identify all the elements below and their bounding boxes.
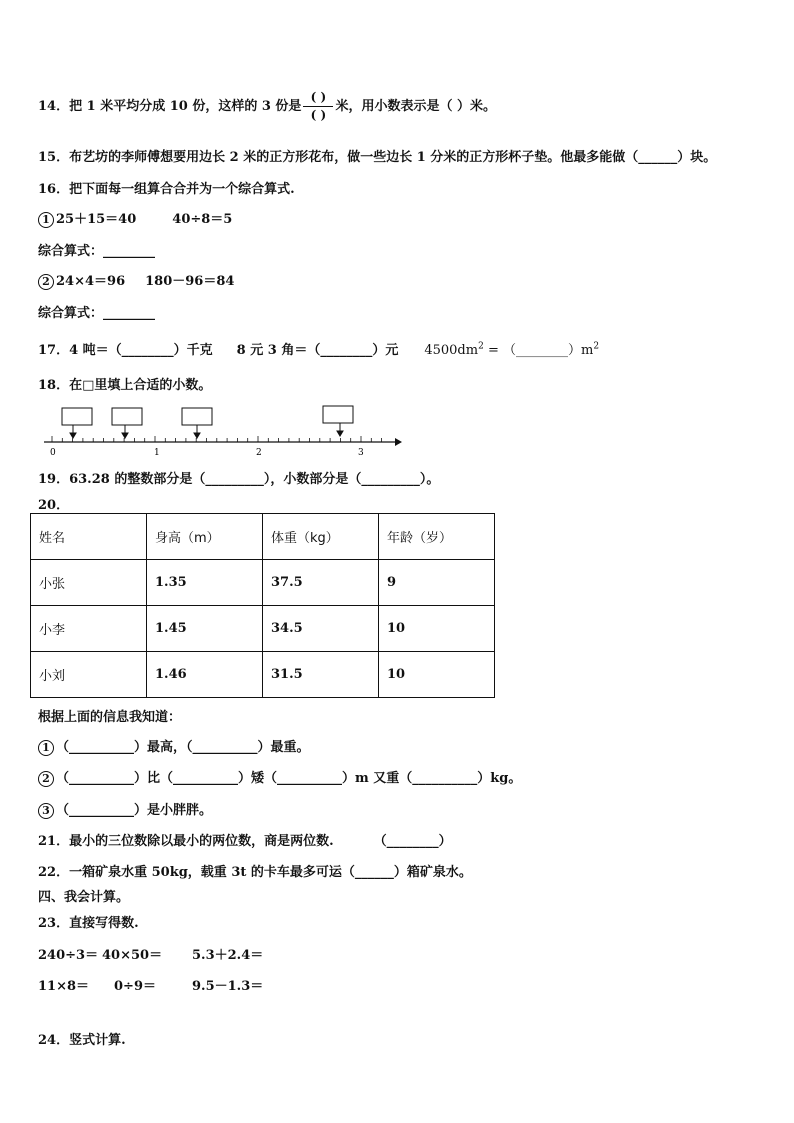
q20-title: 20． [38, 498, 70, 513]
q18-title: 18．在□里填上合适的小数。 [38, 378, 212, 393]
fraction-bar [303, 106, 333, 107]
q16-label1: 综合算式：________ [38, 244, 156, 259]
q16-g2-eq1: 24×4＝96 [56, 274, 126, 289]
q20-s1: 1 （__________）最高，（__________）最重。 [38, 736, 310, 756]
q20-intro: 根据上面的信息我知道： [38, 710, 182, 725]
q17-part-b: 8 元 3 角＝（________）元 [236, 343, 399, 358]
table-cell: 1.45 [147, 606, 263, 652]
tick-label-0: 0 [50, 448, 56, 457]
tick-label-3: 3 [358, 448, 364, 457]
circled-number-icon: 1 [38, 212, 54, 228]
table-cell: 小张 [31, 560, 147, 606]
q17-part-a: 17．4 吨＝（________）千克 [38, 343, 213, 358]
q17 [38, 339, 599, 358]
answer-box[interactable] [112, 408, 142, 425]
q16-g2-eq2: 180－96＝84 [145, 274, 235, 289]
q21: 21．最小的三位数除以最小的两位数，商是两位数. （________） [38, 834, 452, 849]
header-cell: 年龄（岁） [379, 514, 495, 560]
q16-group1 [38, 208, 232, 228]
header-cell: 体重（kg） [263, 514, 379, 560]
axis-arrow-icon [395, 438, 402, 446]
q14 [38, 90, 496, 123]
q20-s2: 2 （__________）比（__________）矮（__________）m 又重（__________）kg。 [38, 767, 521, 787]
fraction-denominator: ( ) [310, 108, 327, 122]
fraction-numerator: ( ) [310, 90, 327, 104]
circled-number-icon: 3 [38, 803, 54, 819]
table-cell: 1.35 [147, 560, 263, 606]
table-cell: 34.5 [263, 606, 379, 652]
section-4-title: 四、我会计算。 [38, 890, 130, 905]
table-cell: 31.5 [263, 652, 379, 698]
q14-fraction [303, 90, 333, 123]
tick-label-2: 2 [256, 448, 262, 457]
answer-box[interactable] [62, 408, 92, 425]
q19: 19．63.28 的整数部分是（_________），小数部分是（_________）。 [38, 472, 440, 487]
table-cell: 10 [379, 652, 495, 698]
q16-g1-eq2: 40÷8＝5 [172, 212, 233, 227]
table-cell: 10 [379, 606, 495, 652]
table-cell: 小李 [31, 606, 147, 652]
q16-label2: 综合算式：________ [38, 306, 156, 321]
q23-row2: 11×8＝ 0÷9＝ 9.5－1.3＝ [38, 979, 264, 994]
header-cell: 姓名 [31, 514, 147, 560]
tick-label-1: 1 [154, 448, 160, 457]
circled-number-icon: 2 [38, 771, 54, 787]
table-cell: 小刘 [31, 652, 147, 698]
table-header-row [31, 514, 495, 560]
q14-prefix: 14．把 1 米平均分成 10 份，这样的 3 份是 [38, 99, 302, 114]
table-cell: 1.46 [147, 652, 263, 698]
table-row [31, 560, 495, 606]
q16-g1-eq1: 25＋15＝40 [56, 212, 137, 227]
table-cell: 9 [379, 560, 495, 606]
q22: 22．一箱矿泉水重 50kg，载重 3t 的卡车最多可运（______）箱矿泉水。 [38, 865, 472, 880]
q15: 15．布艺坊的李师傅想要用边长 2 米的正方形花布，做一些边长 1 分米的正方形杯子垫。他最多能做（______）块。 [38, 150, 717, 165]
circled-number-icon: 2 [38, 274, 54, 290]
q24-title: 24．竖式计算. [38, 1033, 126, 1048]
q17-part-c: $4500dm^2$ = $(\_\_\_\_\_\_\_\_)m^2$ [424, 341, 600, 358]
number-line [40, 402, 410, 457]
q23-row1: 240÷3＝ 40×50＝ 5.3＋2.4＝ [38, 948, 264, 963]
answer-box[interactable] [182, 408, 212, 425]
q14-suffix: 米，用小数表示是（ ）米。 [335, 99, 496, 114]
header-cell: 身高（m） [147, 514, 263, 560]
circled-number-icon: 1 [38, 740, 54, 756]
q20-s3: 3 （__________）是小胖胖。 [38, 799, 212, 819]
table-row [31, 652, 495, 698]
table-cell: 37.5 [263, 560, 379, 606]
answer-box[interactable] [323, 406, 353, 423]
info-table [30, 513, 495, 698]
q16-group2 [38, 270, 234, 290]
q23-title: 23．直接写得数. [38, 916, 139, 931]
q16-title: 16．把下面每一组算合合并为一个综合算式. [38, 182, 295, 197]
table-row [31, 606, 495, 652]
